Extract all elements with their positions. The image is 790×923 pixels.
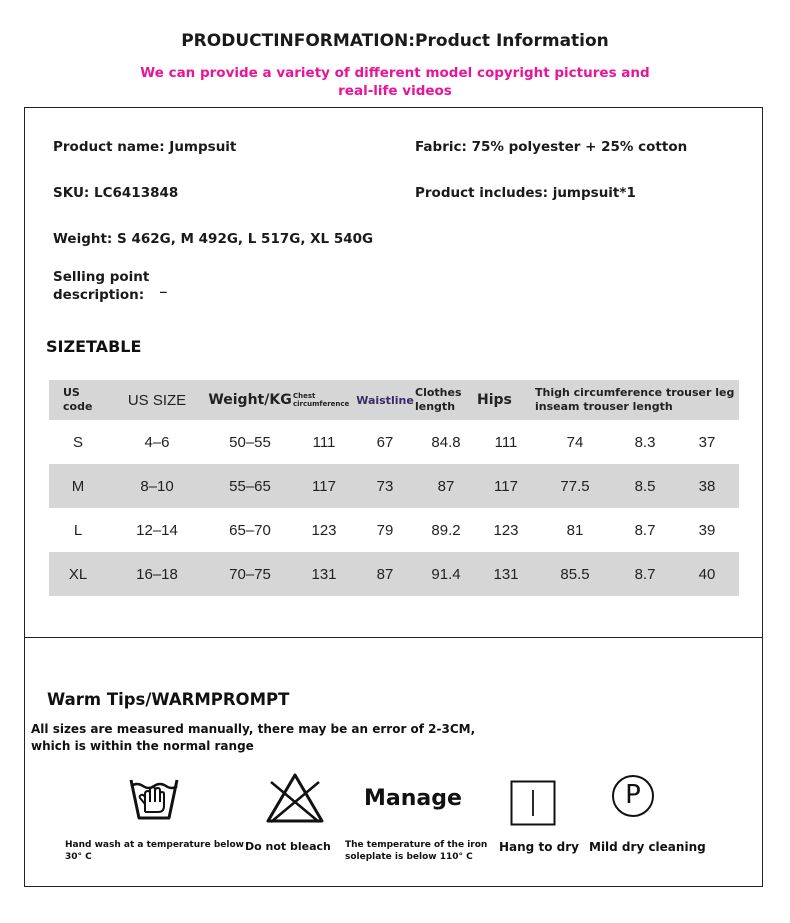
cell-clothes-length: 87 [437,477,455,495]
hand-wash-line-2: 30° C [65,852,92,862]
cell-waist: 79 [376,521,394,539]
cell-us-code: XL [68,565,88,583]
table-row [49,420,739,464]
cell-chest: 123 [311,521,337,539]
table-row [49,464,739,508]
no-bleach-icon [265,772,325,824]
page-title: PRODUCTINFORMATION:Product Information [181,31,609,51]
warm-tips-line-1: All sizes are measured manually, there may be an error of 2-3CM, [31,722,476,736]
cell-clothes-length: 91.4 [431,565,461,583]
cell-weight: 65–70 [229,521,271,539]
cell-trouser-leg: 8.3 [634,433,656,451]
cell-trouser-leg: 8.7 [634,521,656,539]
iron-label [345,839,487,863]
cell-hips: 111 [494,433,518,451]
cell-clothes-length: 89.2 [431,521,461,539]
hand-wash-icon [128,772,180,824]
cell-us-code: M [71,477,85,495]
cell-us-size: 8–10 [140,477,174,495]
selling-point-value: _ [160,278,167,294]
cell-chest: 131 [311,565,337,583]
promo-subtitle [95,64,695,100]
header-weight: Weight/KG [208,392,292,408]
hang-to-dry-icon [510,780,556,826]
cell-us-size: 12–14 [136,521,178,539]
warm-tips-text [31,721,475,755]
fabric: Fabric: 75% polyester + 25% cotton [415,139,688,155]
selling-point-line-2: description: [53,287,145,303]
promo-line-2: real-life videos [338,83,452,99]
hand-wash-line-1: Hand wash at a temperature below [65,840,244,850]
cell-weight: 50–55 [229,433,271,451]
cell-trouser-leg: 8.5 [634,477,656,495]
iron-line-2: soleplate is below 110° C [345,852,473,862]
cell-inseam: 38 [698,477,716,495]
cell-thigh: 81 [566,521,584,539]
cell-thigh: 85.5 [560,565,590,583]
no-bleach-label: Do not bleach [245,840,331,853]
header-thigh-leg-inseam: Thigh circumference trouser leg inseam trouser length [535,386,735,413]
cell-weight: 55–65 [229,477,271,495]
hang-to-dry-label: Hang to dry [499,840,579,854]
header-us-code: US code [63,386,93,413]
cell-clothes-length: 84.8 [431,433,461,451]
dry-clean-icon: P [612,775,654,817]
header-waistline: Waistline [356,393,414,407]
cell-waist: 87 [376,565,394,583]
cell-us-size: 4–6 [144,433,170,451]
iron-line-1: The temperature of the iron [345,840,488,850]
size-table-title: SIZETABLE [46,337,142,356]
header-chest: Chest circumference [293,392,350,408]
product-includes: Product includes: jumpsuit*1 [415,185,636,201]
cell-us-size: 16–18 [136,565,178,583]
cell-hips: 131 [493,565,519,583]
hand-wash-label [65,839,244,863]
header-us-size: US SIZE [127,391,187,409]
cell-waist: 73 [376,477,394,495]
weight-info: Weight: S 462G, M 492G, L 517G, XL 540G [53,231,374,247]
section-divider [24,637,763,638]
cell-us-code: S [72,433,83,451]
table-row [49,552,739,596]
manage-heading: Manage [364,786,462,811]
selling-point-label [53,268,149,304]
cell-hips: 123 [493,521,519,539]
cell-us-code: L [73,521,83,539]
warm-tips-line-2: which is within the normal range [31,739,254,753]
cell-trouser-leg: 8.7 [634,565,656,583]
size-table [49,380,739,596]
size-table-header [49,380,739,420]
dry-clean-label: Mild dry cleaning [589,840,706,854]
cell-inseam: 37 [698,433,716,451]
table-row [49,508,739,552]
cell-weight: 70–75 [229,565,271,583]
cell-thigh: 74 [566,433,584,451]
cell-waist: 67 [376,433,394,451]
cell-chest: 117 [312,477,336,495]
cell-thigh: 77.5 [560,477,590,495]
warm-tips-title: Warm Tips/WARMPROMPT [47,690,290,709]
cell-hips: 117 [494,477,518,495]
selling-point-line-1: Selling point [53,269,150,285]
cell-chest: 111 [312,433,336,451]
sku: SKU: LC6413848 [53,185,179,201]
header-clothes-length: Clothes length [415,386,462,413]
promo-line-1: We can provide a variety of different model copyright pictures and [140,65,650,81]
header-hips: Hips [477,392,512,408]
cell-inseam: 40 [698,565,716,583]
product-name: Product name: Jumpsuit [53,139,237,155]
cell-inseam: 39 [698,521,716,539]
